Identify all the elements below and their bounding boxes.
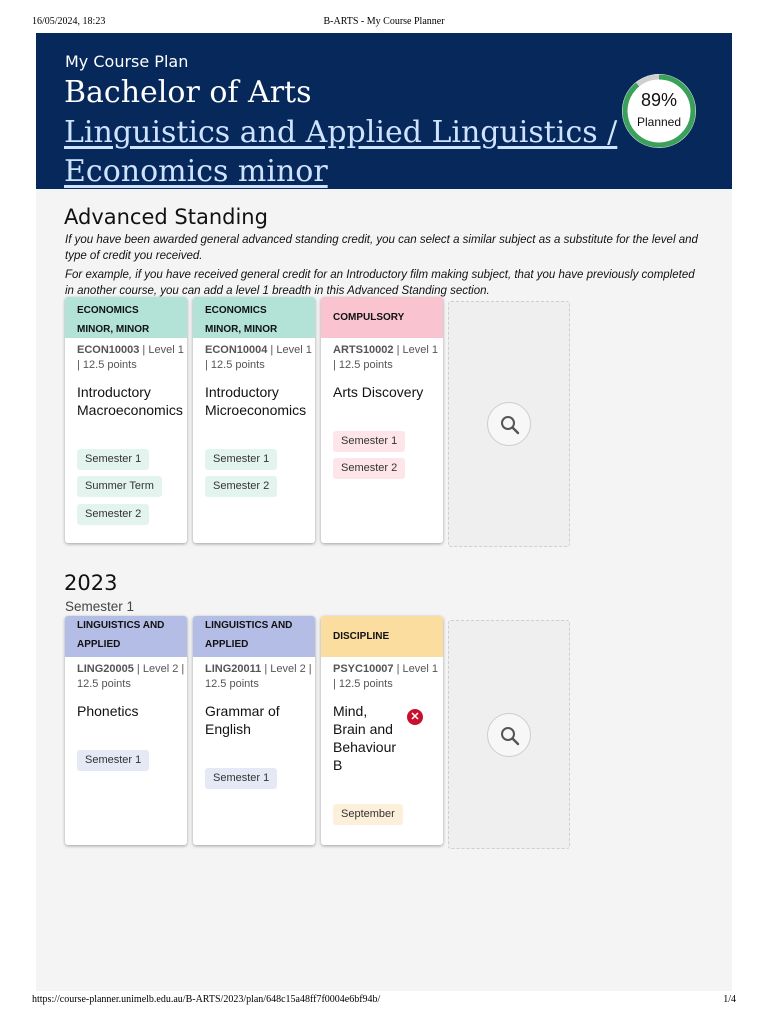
subject-name: Arts Discovery bbox=[333, 384, 424, 400]
offering-chip: Semester 1 bbox=[205, 449, 277, 470]
page-number: 1/4 bbox=[723, 994, 736, 1005]
page-kicker: My Course Plan bbox=[65, 52, 189, 71]
subject-name: Phonetics bbox=[77, 703, 139, 719]
subject-level-points: | Level 1 | 12.5 points bbox=[333, 663, 438, 690]
search-icon bbox=[488, 714, 532, 758]
advanced-standing-title: Advanced Standing bbox=[64, 205, 268, 229]
advanced-standing-example: For example, if you have received general credit for an Introductory film making subject, that you have previously completed in another course, you can add a level 1 breadth in this Advanced Standing section. bbox=[65, 269, 695, 297]
semester-title: Semester 1 bbox=[65, 599, 135, 614]
offering-chip: Semester 1 bbox=[205, 768, 277, 789]
print-header bbox=[32, 16, 736, 30]
subject-level-points: | Level 2 | 12.5 points bbox=[77, 663, 185, 690]
offering-chip: Semester 1 bbox=[77, 750, 149, 771]
category-tag: ECONOMICS MINOR, MINOR bbox=[65, 297, 187, 338]
offering-chip: Summer Term bbox=[77, 476, 162, 497]
subject-name: Introductory Microeconomics bbox=[205, 384, 307, 418]
category-tag: LINGUISTICS AND APPLIED bbox=[193, 616, 315, 657]
subject-meta bbox=[333, 343, 441, 373]
subject-card-ling20005[interactable] bbox=[65, 616, 187, 845]
progress-ring-graphic bbox=[616, 70, 704, 154]
subject-card-arts10002[interactable] bbox=[321, 297, 443, 543]
add-subject-slot[interactable] bbox=[448, 301, 570, 547]
subject-code: PSYC10007 bbox=[333, 663, 394, 675]
subject-meta bbox=[205, 662, 313, 692]
advanced-standing-intro: If you have been awarded general advanced standing credit, you can select a similar subject as a substitute for the level and type of credit you received. bbox=[65, 234, 698, 262]
subject-code: LING20011 bbox=[205, 663, 262, 675]
offering-chip: Semester 2 bbox=[333, 458, 405, 479]
category-tag: COMPULSORY bbox=[321, 297, 443, 338]
category-tag: ECONOMICS MINOR, MINOR bbox=[193, 297, 315, 338]
subject-level-points: | Level 1 | 12.5 points bbox=[77, 344, 184, 371]
search-subject-button[interactable] bbox=[487, 713, 531, 757]
category-tag: DISCIPLINE bbox=[321, 616, 443, 657]
subject-card-econ10003[interactable] bbox=[65, 297, 187, 543]
offering-chip: Semester 1 bbox=[77, 449, 149, 470]
print-footer bbox=[32, 994, 736, 1008]
subject-card-ling20011[interactable] bbox=[193, 616, 315, 845]
subject-meta bbox=[77, 343, 185, 373]
subject-meta bbox=[77, 662, 185, 692]
course-plan-page bbox=[36, 33, 732, 991]
subject-code: ECON10003 bbox=[77, 344, 140, 356]
subject-code: LING20005 bbox=[77, 663, 134, 675]
add-subject-slot[interactable] bbox=[448, 620, 570, 849]
print-datetime: 16/05/2024, 18:23 bbox=[32, 16, 106, 27]
search-icon bbox=[488, 403, 532, 447]
subject-card-psyc10007[interactable] bbox=[321, 616, 443, 845]
offering-chip: September bbox=[333, 804, 403, 825]
subject-meta bbox=[333, 662, 441, 692]
subject-level-points: | Level 1 | 12.5 points bbox=[205, 344, 312, 371]
progress-percent: 89% bbox=[640, 90, 678, 110]
offering-chip: Semester 2 bbox=[77, 504, 149, 525]
degree-title: Bachelor of Arts bbox=[64, 75, 312, 110]
progress-ring bbox=[616, 70, 704, 154]
year-title: 2023 bbox=[64, 571, 118, 595]
subject-code: ARTS10002 bbox=[333, 344, 394, 356]
subject-card-econ10004[interactable] bbox=[193, 297, 315, 543]
offering-chip: Semester 2 bbox=[205, 476, 277, 497]
course-banner bbox=[36, 33, 732, 189]
subject-level-points: | Level 2 | 12.5 points bbox=[205, 663, 312, 690]
page-url: https://course-planner.unimelb.edu.au/B-ARTS/2023/plan/648c15a48ff7f0004e6bf94b/ bbox=[32, 994, 381, 1005]
offering-chip: Semester 1 bbox=[333, 431, 405, 452]
subject-level-points: | Level 1 | 12.5 points bbox=[333, 344, 438, 371]
subject-meta bbox=[205, 343, 313, 373]
subject-name: Introductory Macroeconomics bbox=[77, 384, 183, 418]
subject-name: Mind, Brain and Behaviour B bbox=[333, 703, 397, 773]
subject-code: ECON10004 bbox=[205, 344, 268, 356]
print-page-title: B-ARTS - My Course Planner bbox=[323, 16, 445, 27]
major-link[interactable]: Linguistics and Applied Linguistics / Economics minor bbox=[64, 115, 618, 189]
subject-name: Grammar of English bbox=[205, 703, 280, 737]
search-subject-button[interactable] bbox=[487, 402, 531, 446]
warning-icon[interactable]: ✕ bbox=[407, 709, 423, 725]
progress-label: Planned bbox=[636, 115, 682, 129]
category-tag: LINGUISTICS AND APPLIED bbox=[65, 616, 187, 657]
